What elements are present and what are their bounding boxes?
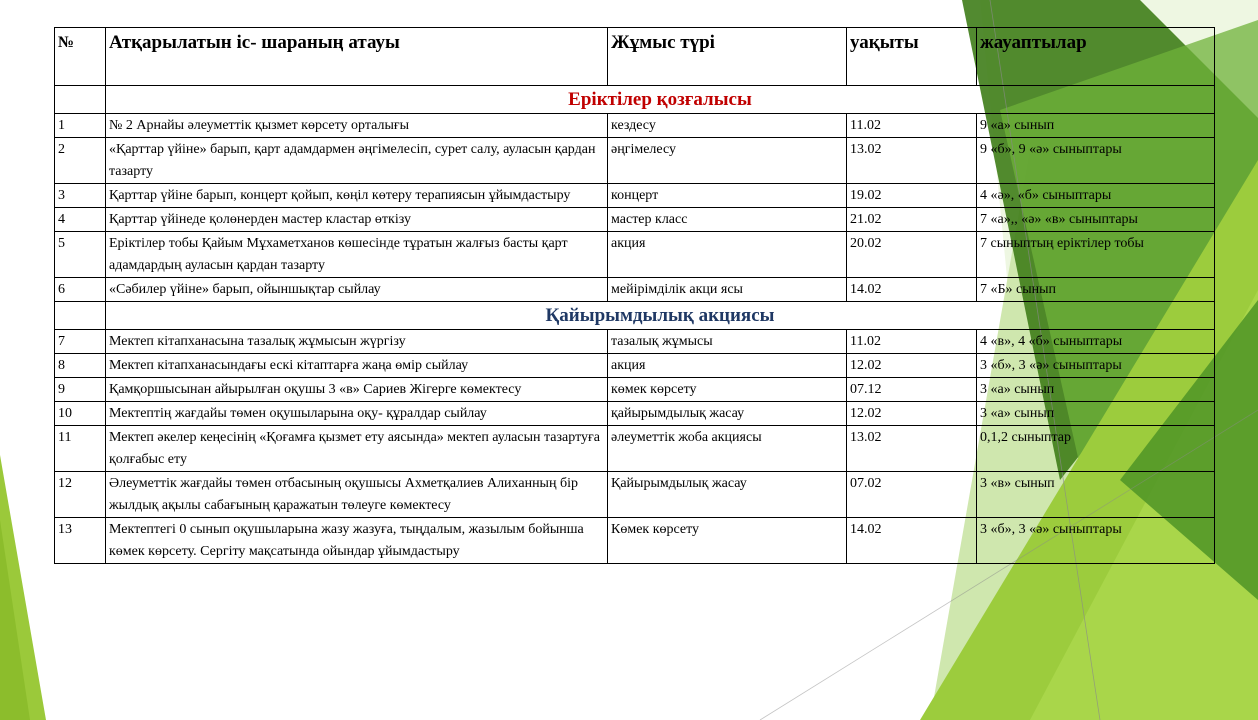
work-type: концерт bbox=[608, 184, 847, 208]
event-date: 11.02 bbox=[847, 330, 977, 354]
header-work-type: Жұмыс түрі bbox=[608, 28, 847, 86]
event-name: Мектеп әкелер кеңесінің «Қоғамға қызмет ету аясында» мектеп ауласын тазартуға қолғабыс ету bbox=[106, 426, 608, 472]
responsible-classes: 4 «в», 4 «б» сыныптары bbox=[977, 330, 1215, 354]
header-event-name: Атқарылатын іс- шараның атауы bbox=[106, 28, 608, 86]
event-name: Мектеп кітапханасындағы ескі кітаптарға жаңа өмір сыйлау bbox=[106, 354, 608, 378]
event-name: «Қарттар үйіне» барып, қарт адамдармен әңгімелесіп, сурет салу, ауласын қардан тазарту bbox=[106, 138, 608, 184]
section-title: Қайырымдылық акциясы bbox=[106, 302, 1215, 330]
row-number: 9 bbox=[55, 378, 106, 402]
table-row bbox=[55, 232, 1215, 278]
table-header-row bbox=[55, 28, 1215, 86]
event-date: 21.02 bbox=[847, 208, 977, 232]
event-date: 14.02 bbox=[847, 518, 977, 564]
row-number: 7 bbox=[55, 330, 106, 354]
work-type: тазалық жұмысы bbox=[608, 330, 847, 354]
table-row bbox=[55, 354, 1215, 378]
row-number: 6 bbox=[55, 278, 106, 302]
responsible-classes: 7 «Б» сынып bbox=[977, 278, 1215, 302]
table-row bbox=[55, 208, 1215, 232]
section-number-cell bbox=[55, 86, 106, 114]
table-row bbox=[55, 472, 1215, 518]
event-date: 14.02 bbox=[847, 278, 977, 302]
event-name: Әлеуметтік жағдайы төмен отбасының оқушысы Ахметқалиев Алиханның бір жылдық ақылы сабағының қаражатын төлеуге көмектесу bbox=[106, 472, 608, 518]
table-row bbox=[55, 426, 1215, 472]
responsible-classes: 3 «в» сынып bbox=[977, 472, 1215, 518]
work-type: мастер класс bbox=[608, 208, 847, 232]
table-row bbox=[55, 518, 1215, 564]
responsible-classes: 3 «а» сынып bbox=[977, 402, 1215, 426]
header-responsible: жауаптылар bbox=[977, 28, 1215, 86]
section-row bbox=[55, 302, 1215, 330]
responsible-classes: 9 «а» сынып bbox=[977, 114, 1215, 138]
row-number: 4 bbox=[55, 208, 106, 232]
event-date: 13.02 bbox=[847, 426, 977, 472]
responsible-classes: 7 «а»,, «ә» «в» сыныптары bbox=[977, 208, 1215, 232]
event-name: Қамқоршысынан айырылған оқушы 3 «в» Сариев Жігерге көмектесу bbox=[106, 378, 608, 402]
event-name: № 2 Арнайы әлеуметтік қызмет көрсету орталығы bbox=[106, 114, 608, 138]
row-number: 3 bbox=[55, 184, 106, 208]
event-date: 20.02 bbox=[847, 232, 977, 278]
row-number: 5 bbox=[55, 232, 106, 278]
table-row bbox=[55, 114, 1215, 138]
event-date: 12.02 bbox=[847, 354, 977, 378]
responsible-classes: 0,1,2 сыныптар bbox=[977, 426, 1215, 472]
table-row bbox=[55, 278, 1215, 302]
work-type: көмек көрсету bbox=[608, 378, 847, 402]
responsible-classes: 7 сыныптың еріктілер тобы bbox=[977, 232, 1215, 278]
event-name: Мектеп кітапханасына тазалық жұмысын жүргізу bbox=[106, 330, 608, 354]
responsible-classes: 9 «б», 9 «ә» сыныптары bbox=[977, 138, 1215, 184]
table-row bbox=[55, 402, 1215, 426]
work-type: мейірімділік акци ясы bbox=[608, 278, 847, 302]
responsible-classes: 3 «б», 3 «ә» сыныптары bbox=[977, 518, 1215, 564]
event-date: 12.02 bbox=[847, 402, 977, 426]
event-name: Қарттар үйіне барып, концерт қойып, көңіл көтеру терапиясын ұйымдастыру bbox=[106, 184, 608, 208]
event-date: 13.02 bbox=[847, 138, 977, 184]
section-row bbox=[55, 86, 1215, 114]
work-type: акция bbox=[608, 354, 847, 378]
event-name: «Сәбилер үйіне» барып, ойыншықтар сыйлау bbox=[106, 278, 608, 302]
event-name: Мектептің жағдайы төмен оқушыларына оқу- құралдар сыйлау bbox=[106, 402, 608, 426]
event-date: 19.02 bbox=[847, 184, 977, 208]
row-number: 2 bbox=[55, 138, 106, 184]
event-name: Мектептегі 0 сынып оқушыларына жазу жазуға, тыңдалым, жазылым бойынша көмек көрсету. Сергіту мақсатында ойындар ұйымдастыру bbox=[106, 518, 608, 564]
row-number: 13 bbox=[55, 518, 106, 564]
work-type: әңгімелесу bbox=[608, 138, 847, 184]
row-number: 1 bbox=[55, 114, 106, 138]
row-number: 12 bbox=[55, 472, 106, 518]
work-type: қайырымдылық жасау bbox=[608, 402, 847, 426]
row-number: 11 bbox=[55, 426, 106, 472]
row-number: 8 bbox=[55, 354, 106, 378]
work-type: әлеуметтік жоба акциясы bbox=[608, 426, 847, 472]
work-type: Көмек көрсету bbox=[608, 518, 847, 564]
responsible-classes: 3 «б», 3 «ә» сыныптары bbox=[977, 354, 1215, 378]
event-date: 11.02 bbox=[847, 114, 977, 138]
row-number: 10 bbox=[55, 402, 106, 426]
header-number: № bbox=[55, 28, 106, 86]
event-name: Қарттар үйінеде қолөнерден мастер кластар өткізу bbox=[106, 208, 608, 232]
work-type: Қайырымдылық жасау bbox=[608, 472, 847, 518]
event-date: 07.02 bbox=[847, 472, 977, 518]
schedule-table bbox=[54, 27, 1215, 564]
table-row bbox=[55, 138, 1215, 184]
work-type: акция bbox=[608, 232, 847, 278]
table-row bbox=[55, 184, 1215, 208]
work-type: кездесу bbox=[608, 114, 847, 138]
event-date: 07.12 bbox=[847, 378, 977, 402]
section-number-cell bbox=[55, 302, 106, 330]
table-row bbox=[55, 330, 1215, 354]
header-time: уақыты bbox=[847, 28, 977, 86]
event-name: Еріктілер тобы Қайым Мұхаметханов көшесінде тұратын жалғыз басты қарт адамдардың ауласын қардан тазарту bbox=[106, 232, 608, 278]
section-title: Еріктілер қозғалысы bbox=[106, 86, 1215, 114]
table-row bbox=[55, 378, 1215, 402]
responsible-classes: 4 «ә», «б» сыныптары bbox=[977, 184, 1215, 208]
responsible-classes: 3 «а» сынып bbox=[977, 378, 1215, 402]
